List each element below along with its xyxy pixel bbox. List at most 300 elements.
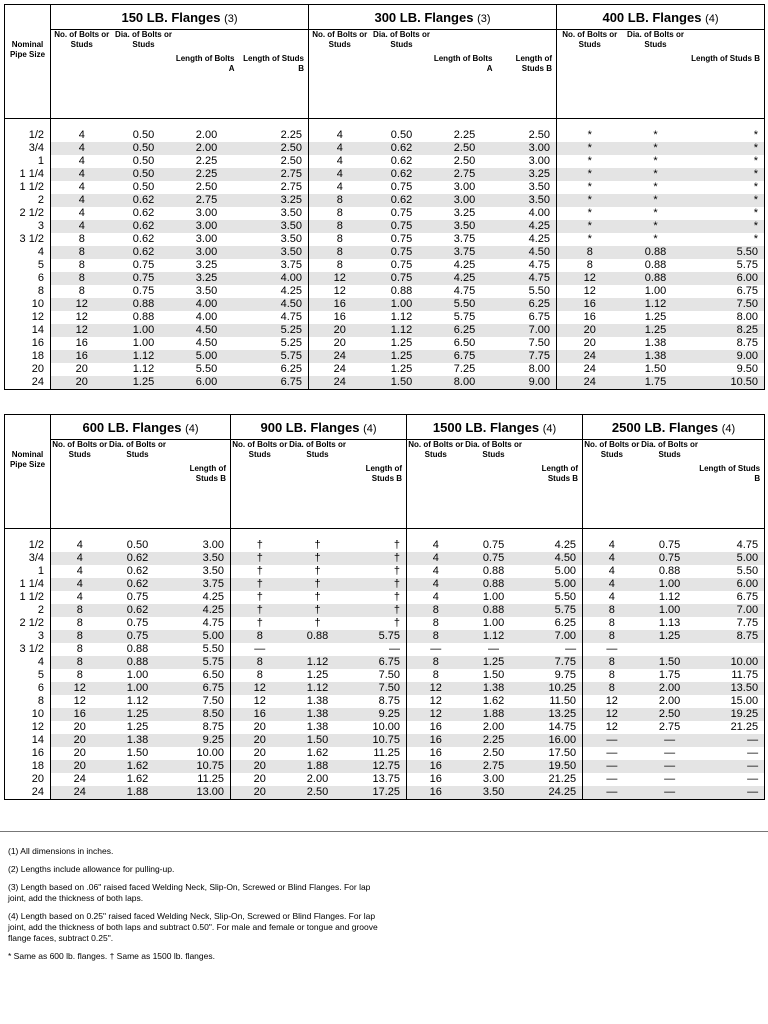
group-note: (3) xyxy=(477,12,491,25)
table-cell: 6.00 xyxy=(175,376,239,390)
table-cell: * xyxy=(587,129,592,141)
table-cell: 1.50 xyxy=(126,747,149,759)
pipe-size-cell: 14 xyxy=(5,734,51,747)
pipe-size-cell: 16 xyxy=(5,337,51,350)
table-row xyxy=(5,376,765,390)
table-cell: 6.75 xyxy=(497,311,557,324)
table-row xyxy=(5,194,765,207)
table-cell: 11.25 xyxy=(347,747,407,760)
table-cell: 1.25 xyxy=(126,721,149,733)
table-cell: 2.50 xyxy=(482,747,505,759)
table-cell: 2.00 xyxy=(306,773,329,785)
table-cell: 2.00 xyxy=(175,142,239,155)
table-cell: 4 xyxy=(432,565,439,577)
table-cell: 11.50 xyxy=(523,695,583,708)
table-cell: * xyxy=(623,168,689,181)
table-cell: 19.50 xyxy=(523,760,583,773)
pipe-size-cell: 5 xyxy=(5,669,51,682)
table-cell: 5.00 xyxy=(699,552,765,565)
table-cell: † xyxy=(289,604,347,617)
table-cell: 0.62 xyxy=(390,155,413,167)
table-cell: 2.00 xyxy=(482,721,505,733)
table-cell: 8.00 xyxy=(433,376,497,390)
table-cell: 2.25 xyxy=(239,129,309,142)
group-header-150lb xyxy=(51,5,309,30)
table-cell: † xyxy=(231,552,289,565)
table-row xyxy=(5,539,765,552)
top-table-body xyxy=(5,129,765,390)
footnotes xyxy=(8,846,378,969)
group-header-2500lb xyxy=(583,415,765,440)
table-cell: * xyxy=(689,129,765,142)
table-cell: 4.50 xyxy=(497,246,557,259)
table-cell: 8 xyxy=(407,630,465,643)
table-row xyxy=(5,311,765,324)
pipe-size-cell: 1 xyxy=(5,155,51,168)
table-cell: 5.00 xyxy=(523,578,583,591)
table-cell: † xyxy=(347,552,407,565)
table-row xyxy=(5,181,765,194)
table-cell: 3.50 xyxy=(239,207,309,220)
table-cell: 0.50 xyxy=(113,142,175,155)
pipe-size-cell: 1/2 xyxy=(5,129,51,142)
table-cell: — xyxy=(699,773,765,786)
table-cell: 4 xyxy=(51,220,113,233)
table-cell: 1.88 xyxy=(109,786,167,800)
pipe-size-cell: 16 xyxy=(5,747,51,760)
table-row xyxy=(5,708,765,721)
table-cell: † xyxy=(256,539,263,551)
table-cell: 2.50 xyxy=(239,142,309,155)
pipe-size-cell: 4 xyxy=(5,656,51,669)
col-header-no-of-bolts: No. of Bolts or Studs xyxy=(557,30,623,119)
table-cell: 6.75 xyxy=(347,656,407,669)
table-cell: — xyxy=(606,773,618,785)
table-cell: 4.25 xyxy=(167,604,231,617)
table-cell: * xyxy=(653,207,658,219)
group-header-300lb xyxy=(309,5,557,30)
table-cell: 3.00 xyxy=(497,142,557,155)
footnote-2: (2) Lengths include allowance for pulling-up. xyxy=(8,864,175,874)
table-cell: 7.50 xyxy=(347,682,407,695)
table-cell: 0.62 xyxy=(371,142,433,155)
table-cell: * xyxy=(689,207,765,220)
table-cell: * xyxy=(587,181,592,193)
table-cell: * xyxy=(557,168,623,181)
table-cell: † xyxy=(314,565,321,577)
table-cell: 4 xyxy=(407,578,465,591)
table-cell: 7.00 xyxy=(523,630,583,643)
table-row xyxy=(5,565,765,578)
group-title: 900 LB. Flanges xyxy=(260,419,360,435)
table-cell: 12 xyxy=(583,285,596,297)
table-cell: 4 xyxy=(309,142,371,155)
table-cell: 15.00 xyxy=(699,695,765,708)
table-cell: 9.00 xyxy=(497,376,557,390)
group-note: (4) xyxy=(363,422,377,435)
table-cell: 4.00 xyxy=(175,298,239,311)
table-cell: * xyxy=(689,233,765,246)
table-cell: 5.75 xyxy=(347,630,407,643)
table-cell: 6.25 xyxy=(497,298,557,311)
table-cell: 8 xyxy=(309,194,371,207)
table-cell: 8.00 xyxy=(689,311,765,324)
table-cell: 2.00 xyxy=(195,129,218,141)
pipe-size-cell: 18 xyxy=(5,350,51,363)
table-cell xyxy=(641,643,699,656)
table-cell: 1.38 xyxy=(289,708,347,721)
table-cell: 1.00 xyxy=(641,604,699,617)
table-cell: — xyxy=(641,786,699,800)
table-cell: 3.75 xyxy=(239,259,309,272)
table-cell: 1.00 xyxy=(641,578,699,591)
pipe-size-cell: 12 xyxy=(5,311,51,324)
table-cell: — xyxy=(583,734,641,747)
table-cell: 0.50 xyxy=(132,155,155,167)
table-cell: 3.25 xyxy=(497,168,557,181)
table-cell: 8 xyxy=(407,604,465,617)
header-spacer xyxy=(5,529,765,540)
table-cell: 19.25 xyxy=(699,708,765,721)
table-cell: † xyxy=(314,617,321,629)
table-cell: 10.00 xyxy=(347,721,407,734)
table-cell: 0.50 xyxy=(113,168,175,181)
table-cell: * xyxy=(653,233,658,245)
table-cell xyxy=(699,643,765,656)
table-cell: 0.75 xyxy=(658,539,681,551)
table-cell: 4 xyxy=(583,578,641,591)
pipe-size-cell: 3 1/2 xyxy=(5,233,51,246)
table-cell: 1.00 xyxy=(482,617,505,629)
table-cell: 2.75 xyxy=(658,721,681,733)
table-cell: † xyxy=(347,539,407,552)
table-cell: 20 xyxy=(557,324,623,337)
table-cell: 7.75 xyxy=(497,350,557,363)
table-cell: 4 xyxy=(51,168,113,181)
table-row xyxy=(5,552,765,565)
table-cell: 8.00 xyxy=(497,363,557,376)
table-cell: 5.50 xyxy=(167,643,231,656)
table-cell: 10.00 xyxy=(699,656,765,669)
table-cell: 8 xyxy=(336,233,343,245)
table-row xyxy=(5,721,765,734)
table-cell: 2.50 xyxy=(497,129,557,142)
table-cell: † xyxy=(347,565,407,578)
table-row xyxy=(5,617,765,630)
table-cell: 16 xyxy=(51,708,109,721)
pipe-size-cell: 8 xyxy=(5,285,51,298)
table-cell: 7.25 xyxy=(453,363,476,375)
table-cell: 8 xyxy=(608,617,615,629)
table-cell: 0.88 xyxy=(126,643,149,655)
pipe-size-cell: 24 xyxy=(5,786,51,800)
table-cell: 8 xyxy=(583,604,641,617)
table-cell: 8 xyxy=(76,669,83,681)
table-cell: 3.00 xyxy=(453,181,476,193)
table-cell: 16 xyxy=(407,786,465,800)
table-cell: 13.00 xyxy=(167,786,231,800)
table-cell: — xyxy=(641,734,699,747)
table-cell: 2.50 xyxy=(239,155,309,168)
table-cell: 4.50 xyxy=(239,298,309,311)
table-cell: † xyxy=(256,617,263,629)
table-cell: 0.75 xyxy=(482,539,505,551)
table-cell: 3.75 xyxy=(433,246,497,259)
table-row xyxy=(5,129,765,142)
table-cell: 4.75 xyxy=(497,259,557,272)
table-cell: 24 xyxy=(557,376,623,390)
table-cell: 1.25 xyxy=(644,311,667,323)
table-cell: 12.75 xyxy=(347,760,407,773)
table-cell: 0.88 xyxy=(289,630,347,643)
table-row xyxy=(5,285,765,298)
table-cell: 20 xyxy=(333,337,346,349)
table-cell: 0.62 xyxy=(126,565,149,577)
table-cell: 1.25 xyxy=(623,324,689,337)
table-cell: 5.00 xyxy=(523,565,583,578)
table-cell: * xyxy=(689,142,765,155)
table-cell: 6.75 xyxy=(167,682,231,695)
table-cell: 1.00 xyxy=(482,591,505,603)
table-cell: 12 xyxy=(429,695,442,707)
table-cell: 4 xyxy=(76,565,83,577)
table-cell: 7.50 xyxy=(347,669,407,682)
group-header-600lb xyxy=(51,415,231,440)
table-cell: 4.25 xyxy=(497,220,557,233)
table-cell: 4.25 xyxy=(497,233,557,246)
table-cell: 16 xyxy=(429,747,442,759)
table-cell: 0.75 xyxy=(390,233,413,245)
table-cell: 1.12 xyxy=(132,363,155,375)
table-cell: * xyxy=(557,194,623,207)
table-cell: 6.75 xyxy=(433,350,497,363)
table-cell: 9.00 xyxy=(689,350,765,363)
col-header-no-of-bolts: No. of Bolts or Studs xyxy=(309,30,371,119)
table-row xyxy=(5,578,765,591)
table-cell: † xyxy=(289,578,347,591)
table-cell: 6.25 xyxy=(523,617,583,630)
table-cell: 4 xyxy=(51,578,109,591)
table-cell: — xyxy=(430,643,442,655)
table-row xyxy=(5,643,765,656)
table-cell: 4.75 xyxy=(699,539,765,552)
table-cell: 3.25 xyxy=(453,207,476,219)
table-cell: 3.00 xyxy=(482,773,505,785)
table-cell: 0.88 xyxy=(390,285,413,297)
pipe-size-cell: 18 xyxy=(5,760,51,773)
table-cell: 12 xyxy=(73,695,86,707)
table-cell: 7.75 xyxy=(523,656,583,669)
footnote-4: (4) Length based on 0.25" raised faced Welding Neck, Slip-On, Screwed or Blind Flanges. For lap joint, add the thickness of both laps and subtract 0.50". For male and female or tongue and groove flange faces, subtract 0.25". xyxy=(8,911,378,943)
group-note: (3) xyxy=(224,12,238,25)
table-row xyxy=(5,233,765,246)
pipe-size-cell: 3/4 xyxy=(5,552,51,565)
table-cell: 2.50 xyxy=(289,786,347,800)
table-cell: 9.50 xyxy=(689,363,765,376)
table-cell: 4.75 xyxy=(453,285,476,297)
table-cell: 20 xyxy=(231,760,289,773)
pipe-size-cell: 4 xyxy=(5,246,51,259)
table-cell: † xyxy=(347,578,407,591)
table-cell: 8.75 xyxy=(347,695,407,708)
table-cell: 8.50 xyxy=(167,708,231,721)
table-cell: † xyxy=(231,578,289,591)
table-cell: 8.75 xyxy=(167,721,231,734)
table-cell: 8 xyxy=(51,656,109,669)
table-cell: 12 xyxy=(605,721,618,733)
table-cell: 12 xyxy=(605,695,618,707)
group-title: 1500 LB. Flanges xyxy=(432,419,540,435)
table-cell: * xyxy=(653,181,658,193)
col-header-length-studs: Length of Studs B xyxy=(497,30,557,119)
table-cell: 1.12 xyxy=(658,591,681,603)
table-row xyxy=(5,298,765,311)
table-cell: 0.75 xyxy=(113,272,175,285)
table-cell: 0.62 xyxy=(113,246,175,259)
footnote-3: (3) Length based on .06" raised faced Welding Neck, Slip-On, Screwed or Blind Flanges. For lap joint, add the thickness of both laps. xyxy=(8,882,371,903)
table-cell: 24 xyxy=(73,773,86,785)
table-cell: 7.50 xyxy=(497,337,557,350)
table-cell: 2.50 xyxy=(433,142,497,155)
table-row xyxy=(5,669,765,682)
table-cell: 0.62 xyxy=(132,233,155,245)
table-cell: 2.25 xyxy=(453,129,476,141)
table-cell: 24 xyxy=(557,350,623,363)
table-cell: 6.75 xyxy=(239,376,309,390)
table-cell: 1.25 xyxy=(641,630,699,643)
pipe-size-cell: 1 1/4 xyxy=(5,578,51,591)
table-cell: 7.00 xyxy=(699,604,765,617)
table-cell: 0.75 xyxy=(371,220,433,233)
table-cell: 1.62 xyxy=(126,773,149,785)
table-cell: 1.12 xyxy=(465,630,523,643)
table-cell: 16 xyxy=(51,350,113,363)
group-title: 400 LB. Flanges xyxy=(602,9,702,25)
col-header-length-studs: Length of Studs B xyxy=(167,440,231,529)
table-cell: 0.88 xyxy=(623,246,689,259)
pipe-size-cell: 2 xyxy=(5,604,51,617)
table-cell: † xyxy=(314,591,321,603)
top-corner-cell xyxy=(5,5,51,30)
table-cell: 4 xyxy=(432,539,439,551)
table-cell: — xyxy=(606,747,618,759)
table-cell: 9.75 xyxy=(523,669,583,682)
col-header-length-studs: Length of Studs B xyxy=(347,440,407,529)
group-title: 600 LB. Flanges xyxy=(82,419,182,435)
table-cell: 1.75 xyxy=(658,669,681,681)
table-cell: 1.12 xyxy=(126,695,149,707)
table-cell: 16.00 xyxy=(523,734,583,747)
table-cell: 24 xyxy=(309,350,371,363)
group-title: 300 LB. Flanges xyxy=(374,9,474,25)
table-cell: 20 xyxy=(253,721,266,733)
col-header-nominal-pipe-size: Nominal Pipe Size xyxy=(5,440,51,529)
table-cell: 4 xyxy=(608,539,615,551)
table-cell: 1.00 xyxy=(126,669,149,681)
table-cell: 5.75 xyxy=(167,656,231,669)
table-cell: * xyxy=(689,155,765,168)
table-cell: 0.88 xyxy=(113,298,175,311)
col-header-no-of-bolts: No. of Bolts or Studs xyxy=(583,440,641,529)
table-cell: 5.00 xyxy=(175,350,239,363)
table-cell: 1.13 xyxy=(658,617,681,629)
table-cell: 4 xyxy=(51,142,113,155)
table-row xyxy=(5,604,765,617)
header-spacer xyxy=(5,119,765,130)
table-cell: 20 xyxy=(309,324,371,337)
table-cell: — xyxy=(254,643,266,655)
table-cell: 24.25 xyxy=(523,786,583,800)
table-cell: 4.50 xyxy=(523,552,583,565)
table-cell: 4 xyxy=(78,181,85,193)
table-cell: 4.75 xyxy=(239,311,309,324)
col-header-length-studs: Length of Studs B xyxy=(239,30,309,119)
table-cell: 4.75 xyxy=(167,617,231,630)
pipe-size-cell: 8 xyxy=(5,695,51,708)
table-cell: — xyxy=(699,786,765,800)
table-cell: 0.75 xyxy=(371,272,433,285)
table-cell: 8 xyxy=(583,656,641,669)
table-cell: 4 xyxy=(76,591,83,603)
table-cell: 8 xyxy=(432,669,439,681)
table-cell: 16 xyxy=(557,298,623,311)
pipe-size-cell: 3 1/2 xyxy=(5,643,51,656)
col-header-dia-of-bolts: Dia. of Bolts or Studs xyxy=(465,440,523,529)
table-cell: 3.50 xyxy=(239,246,309,259)
pipe-size-cell: 20 xyxy=(5,773,51,786)
table-cell: 8 xyxy=(309,246,371,259)
table-cell: 8 xyxy=(583,682,641,695)
group-header-1500lb xyxy=(407,415,583,440)
table-cell: 5.50 xyxy=(523,591,583,604)
table-cell: 11.75 xyxy=(699,669,765,682)
group-note: (4) xyxy=(721,422,736,435)
table-cell: 3.50 xyxy=(239,220,309,233)
col-header-nominal-pipe-size: Nominal Pipe Size xyxy=(5,30,51,119)
table-cell: 8 xyxy=(407,656,465,669)
table-row xyxy=(5,591,765,604)
table-row xyxy=(5,760,765,773)
table-cell: 16 xyxy=(407,760,465,773)
table-cell: 1.50 xyxy=(289,734,347,747)
table-cell: 3.50 xyxy=(195,285,218,297)
table-cell: 2.25 xyxy=(465,734,523,747)
table-cell: 1.62 xyxy=(306,747,329,759)
table-cell: 3.00 xyxy=(195,207,218,219)
table-row xyxy=(5,747,765,760)
table-cell: 8.75 xyxy=(689,337,765,350)
table-cell: 8 xyxy=(583,630,641,643)
table-cell: 2.50 xyxy=(195,181,218,193)
table-cell: 12 xyxy=(253,695,266,707)
table-cell: 16 xyxy=(429,721,442,733)
table-cell: 24 xyxy=(333,363,346,375)
table-row xyxy=(5,168,765,181)
table-row xyxy=(5,272,765,285)
col-header-no-of-bolts: No. of Bolts or Studs xyxy=(51,440,109,529)
group-note: (4) xyxy=(185,422,199,435)
table-cell: 5.50 xyxy=(497,285,557,298)
table-cell: 12 xyxy=(309,272,371,285)
table-row xyxy=(5,656,765,669)
table-cell: — xyxy=(523,643,583,656)
table-cell: 16 xyxy=(429,773,442,785)
table-cell: 0.88 xyxy=(465,604,523,617)
table-cell: 7.50 xyxy=(167,695,231,708)
table-cell: 1.50 xyxy=(482,669,505,681)
table-cell: 5.75 xyxy=(453,311,476,323)
pipe-size-cell: 3/4 xyxy=(5,142,51,155)
